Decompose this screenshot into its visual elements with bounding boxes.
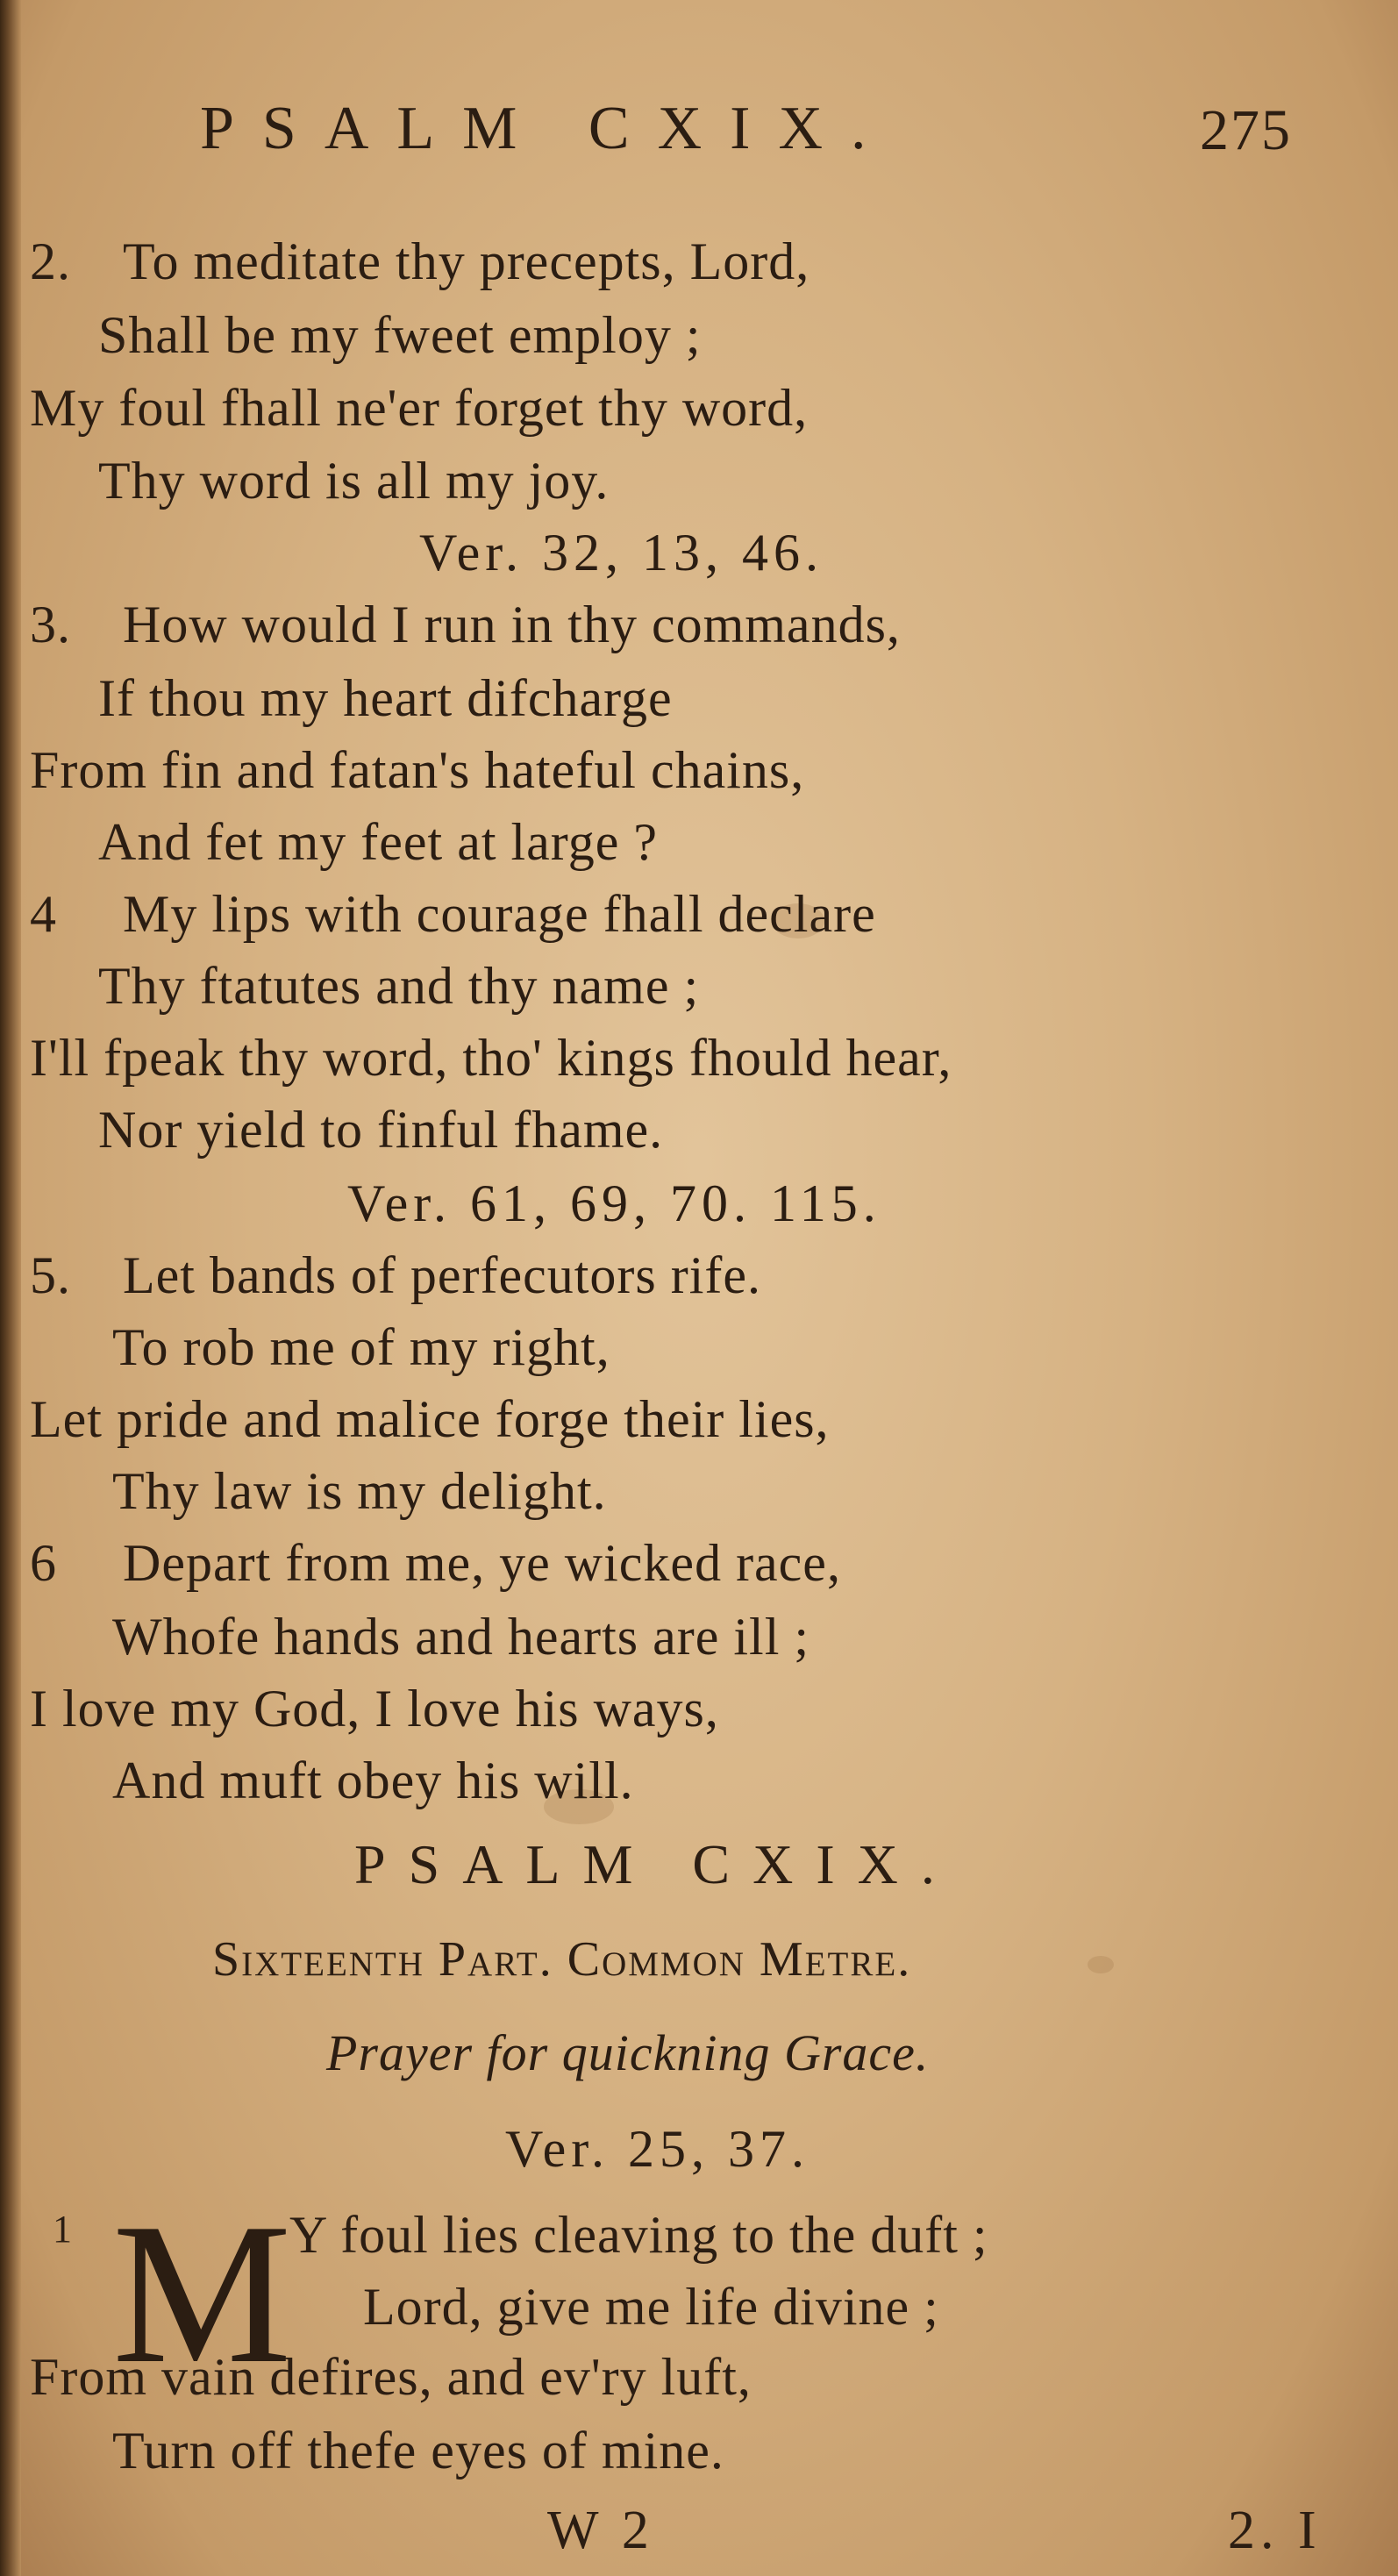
verse-line: I'll fpeak thy word, tho' kings fhould hear, — [30, 1029, 952, 1087]
stanza-number: 3. — [30, 596, 71, 653]
part-title: Sixteenth Part. Common Metre. — [212, 1932, 912, 1987]
verse-line: Lord, give me life divine ; — [363, 2278, 939, 2336]
verse-line: Thy law is my delight. — [112, 1462, 607, 1520]
verse-line: And muft obey his will. — [112, 1752, 634, 1809]
verse-line: Depart from me, ye wicked race, — [123, 1534, 841, 1592]
verse-reference: Ver. 25, 37. — [505, 2120, 810, 2178]
verse-line: My lips with courage fhall declare — [123, 885, 876, 943]
verse-line: My foul fhall ne'er forget thy word, — [30, 379, 809, 437]
verse-line: To rob me of my right, — [112, 1318, 610, 1376]
verse-line: Thy word is all my joy. — [98, 452, 610, 510]
verse-line: Turn off thefe eyes of mine. — [112, 2422, 724, 2480]
drop-cap: M — [112, 2181, 280, 2405]
verse-line: I love my God, I love his ways, — [30, 1680, 719, 1738]
verse-line: And fet my feet at large ? — [98, 813, 658, 871]
catchword: 2. I — [1228, 2501, 1322, 2560]
signature-mark: W 2 — [547, 2501, 654, 2560]
psalm-subject: Prayer for quickning Grace. — [326, 2024, 930, 2081]
verse-line: If thou my heart difcharge — [98, 669, 673, 727]
verse-line: How would I run in thy commands, — [123, 596, 901, 653]
verse-reference: Ver. 32, 13, 46. — [419, 524, 824, 582]
running-head: PSALM CXIX. — [200, 95, 895, 162]
verse-line: Let pride and malice forge their lies, — [30, 1390, 830, 1448]
psalm-title: PSALM CXIX. — [354, 1833, 958, 1895]
verse-line: Nor yield to finful fhame. — [98, 1101, 664, 1159]
page-number: 275 — [1200, 98, 1292, 162]
verse-line: From fin and fatan's hateful chains, — [30, 741, 805, 799]
stanza-number: 1 — [53, 2208, 73, 2251]
stanza-number: 4 — [30, 885, 57, 943]
verse-line: To meditate thy precepts, Lord, — [123, 232, 810, 290]
verse-line: Whofe hands and hearts are ill ; — [112, 1608, 810, 1666]
stanza-number: 6 — [30, 1534, 57, 1592]
stanza-number: 5. — [30, 1246, 71, 1304]
verse-line: Thy ftatutes and thy name ; — [98, 957, 700, 1015]
verse-line: Let bands of perfecutors rife. — [123, 1246, 762, 1304]
verse-line: Shall be my fweet employ ; — [98, 306, 702, 364]
verse-line: From vain defires, and ev'ry luft, — [30, 2348, 752, 2406]
verse-reference: Ver. 61, 69, 70. 115. — [347, 1174, 881, 1232]
verse-line: Y foul lies cleaving to the duft ; — [289, 2206, 988, 2264]
stanza-number: 2. — [30, 232, 71, 290]
